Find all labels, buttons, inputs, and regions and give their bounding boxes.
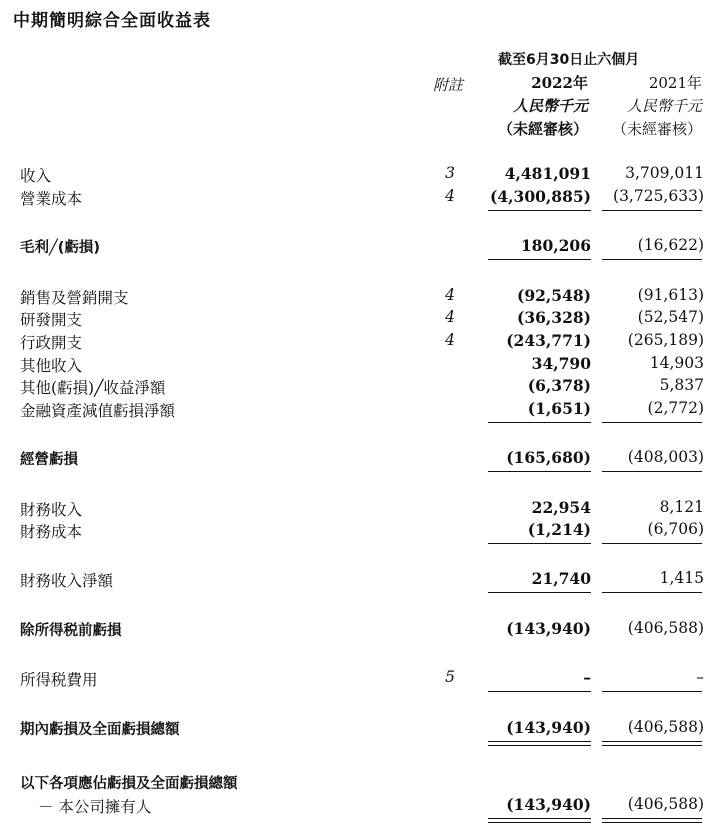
value-2022: (4,300,885) bbox=[490, 187, 591, 206]
value-2021: (406,588) bbox=[627, 795, 704, 813]
col-2022-year: 2022年 bbox=[531, 74, 588, 92]
col-2021-unit: 人民幣千元 bbox=[626, 97, 702, 115]
subtotal-rule bbox=[488, 422, 591, 423]
row-rd-expenses bbox=[0, 308, 726, 330]
value-2021: (16,622) bbox=[637, 236, 704, 254]
value-2021: 3,709,011 bbox=[625, 164, 704, 182]
row-note: 4 bbox=[445, 308, 455, 326]
row-note: 4 bbox=[445, 286, 455, 304]
value-2022: (165,680) bbox=[506, 448, 591, 467]
row-label: 財務成本 bbox=[20, 523, 83, 541]
row-cost-of-sales bbox=[0, 187, 726, 209]
subtotal-rule bbox=[488, 471, 591, 472]
subtotal-rule bbox=[602, 592, 702, 593]
value-2022: (143,940) bbox=[506, 718, 591, 737]
value-2022: (1,651) bbox=[527, 399, 591, 418]
value-2022: (36,328) bbox=[517, 308, 591, 327]
value-2021: 8,121 bbox=[659, 498, 704, 516]
value-2022: (6,378) bbox=[527, 376, 591, 395]
row-label: 經營虧損 bbox=[20, 452, 78, 468]
subtotal-rule bbox=[602, 691, 702, 692]
row-label: 收入 bbox=[20, 167, 52, 185]
value-2022: (143,940) bbox=[506, 795, 591, 814]
row-other-gains-losses bbox=[0, 376, 726, 398]
value-2022: (143,940) bbox=[506, 619, 591, 638]
row-total-comprehensive-loss bbox=[0, 718, 726, 740]
value-2022: 22,954 bbox=[531, 498, 591, 517]
value-2021: (408,003) bbox=[627, 448, 704, 466]
value-2021: (406,588) bbox=[627, 619, 704, 637]
row-label: 期內虧損及全面虧損總額 bbox=[20, 722, 180, 738]
row-loss-before-tax bbox=[0, 619, 726, 641]
value-2022: 4,481,091 bbox=[504, 164, 591, 183]
row-label: 其他收入 bbox=[20, 357, 83, 375]
col-2022-unit: 人民幣千元 bbox=[512, 97, 588, 115]
row-operating-loss bbox=[0, 448, 726, 470]
subtotal-rule bbox=[488, 210, 591, 211]
value-2021: (6,706) bbox=[647, 520, 704, 538]
subtotal-rule bbox=[602, 259, 702, 260]
row-note: 4 bbox=[445, 187, 455, 205]
value-2022: 21,740 bbox=[531, 569, 591, 588]
value-2021: (406,588) bbox=[627, 718, 704, 736]
row-note: 4 bbox=[445, 331, 455, 349]
value-2021: – bbox=[696, 668, 704, 686]
row-label: 以下各項應佔虧損及全面虧損總額 bbox=[20, 776, 238, 792]
row-label: 所得税費用 bbox=[20, 671, 98, 689]
row-attributable-heading bbox=[0, 772, 726, 794]
value-2022: (1,214) bbox=[527, 520, 591, 539]
row-net-finance-income bbox=[0, 569, 726, 591]
page-title: 中期簡明綜合全面收益表 bbox=[13, 11, 211, 31]
subtotal-rule bbox=[602, 422, 702, 423]
row-label: 行政開支 bbox=[20, 334, 83, 352]
value-2022: (243,771) bbox=[506, 331, 591, 350]
value-2021: 5,837 bbox=[659, 376, 704, 394]
total-double-rule bbox=[488, 818, 591, 823]
row-label: － 本公司擁有人 bbox=[38, 798, 152, 816]
row-label: 研發開支 bbox=[20, 311, 83, 329]
col-2022-audit: （未經審核） bbox=[497, 120, 588, 138]
row-gross-profit bbox=[0, 236, 726, 258]
row-revenue bbox=[0, 164, 726, 186]
row-admin-expenses bbox=[0, 331, 726, 353]
subtotal-rule bbox=[602, 471, 702, 472]
row-other-income bbox=[0, 354, 726, 376]
row-note: 3 bbox=[445, 164, 455, 182]
value-2021: 1,415 bbox=[659, 569, 704, 587]
row-finance-costs bbox=[0, 520, 726, 542]
value-2021: 14,903 bbox=[649, 354, 704, 372]
row-finance-income bbox=[0, 498, 726, 520]
row-selling-expenses bbox=[0, 286, 726, 308]
row-label: 毛利╱(虧損) bbox=[20, 240, 100, 256]
value-2021: (3,725,633) bbox=[613, 187, 704, 205]
value-2022: 180,206 bbox=[520, 236, 591, 255]
value-2021: (2,772) bbox=[647, 399, 704, 417]
subtotal-rule bbox=[488, 691, 591, 692]
value-2022: 34,790 bbox=[531, 354, 591, 373]
value-2022: (92,548) bbox=[517, 286, 591, 305]
row-label: 其他(虧損)╱收益淨額 bbox=[20, 379, 166, 397]
notes-column-header: 附註 bbox=[433, 76, 464, 94]
subtotal-rule bbox=[488, 259, 591, 260]
row-label: 財務收入 bbox=[20, 501, 83, 519]
subtotal-rule bbox=[488, 543, 591, 544]
value-2021: (91,613) bbox=[637, 286, 704, 304]
value-2022: – bbox=[583, 668, 591, 687]
row-owners-of-company bbox=[0, 795, 726, 817]
subtotal-rule bbox=[488, 592, 591, 593]
row-note: 5 bbox=[445, 668, 455, 686]
row-impairment-losses bbox=[0, 399, 726, 421]
value-2021: (52,547) bbox=[637, 308, 704, 326]
total-double-rule bbox=[602, 741, 702, 746]
total-double-rule bbox=[488, 741, 591, 746]
total-double-rule bbox=[602, 818, 702, 823]
row-label: 金融資產減值虧損淨額 bbox=[20, 402, 176, 420]
period-header: 截至6月30日止六個月 bbox=[498, 52, 640, 68]
subtotal-rule bbox=[602, 210, 702, 211]
row-label: 財務收入淨額 bbox=[20, 572, 114, 590]
row-income-tax bbox=[0, 668, 726, 690]
row-label: 除所得税前虧損 bbox=[20, 623, 122, 639]
col-2021-year: 2021年 bbox=[648, 74, 702, 92]
col-2021-audit: （未經審核） bbox=[611, 120, 702, 138]
row-label: 營業成本 bbox=[20, 190, 83, 208]
subtotal-rule bbox=[602, 543, 702, 544]
value-2021: (265,189) bbox=[627, 331, 704, 349]
row-label: 銷售及營銷開支 bbox=[20, 289, 129, 307]
